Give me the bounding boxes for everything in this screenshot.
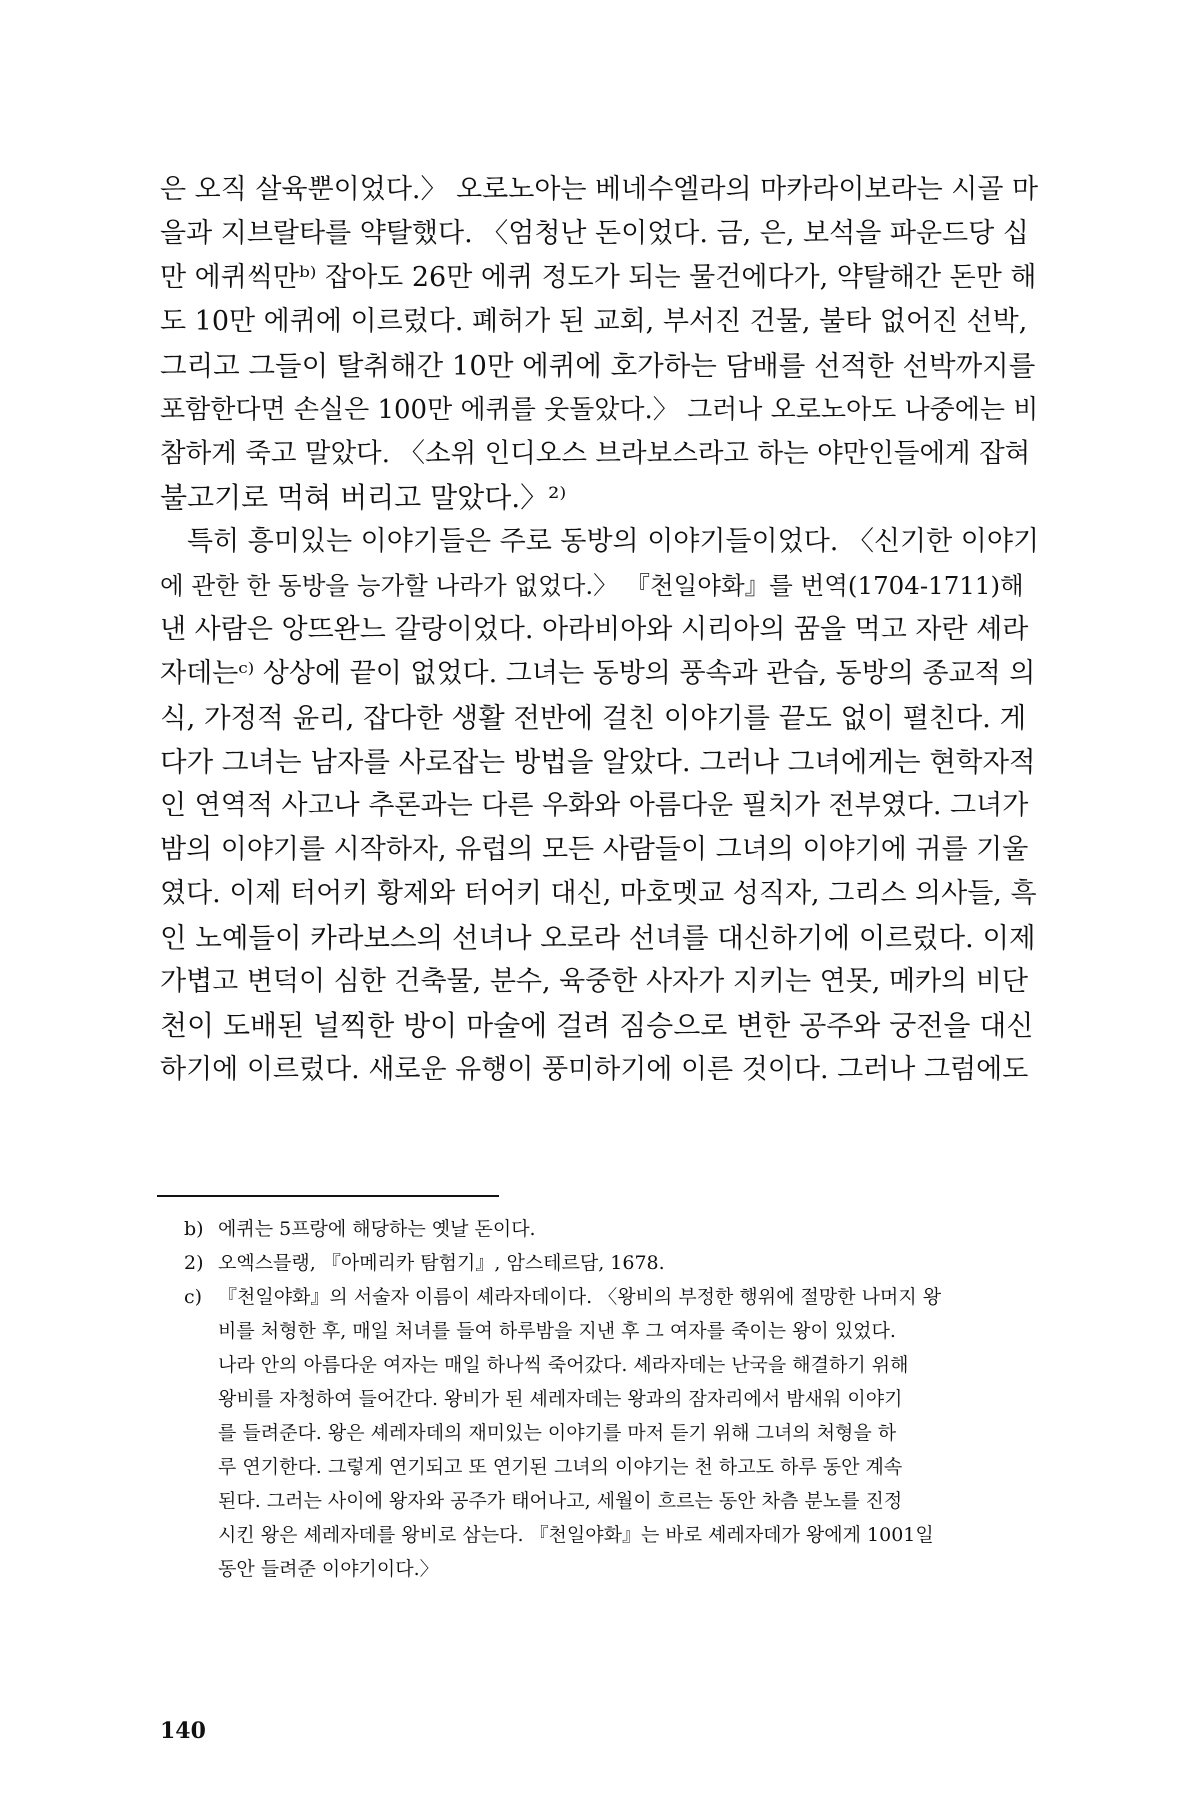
footnote-c (184, 1280, 1064, 1586)
footnote-line: 왕비를 자청하여 들어간다. 왕비가 된 셰레자데는 왕과의 잠자리에서 밤새워 이야기 (218, 1388, 903, 1410)
body-line: 은 오직 살육뿐이었다.〉 오로노아는 베네수엘라의 마카라이보라는 시골 마 (160, 174, 1039, 205)
footnote-line: 동안 들려준 이야기이다.〉 (218, 1558, 439, 1580)
body-line: 낸 사람은 앙뜨완느 갈랑이었다. 아라비아와 시리아의 꿈을 먹고 자란 셰라 (160, 614, 1029, 645)
body-line: 가볍고 변덕이 심한 건축물, 분수, 육중한 사자가 지키는 연못, 메카의 비단 (160, 966, 1028, 997)
footnotes (184, 1212, 1064, 1586)
body-line: 도 10만 에퀴에 이르렀다. 폐허가 된 교회, 부서진 건물, 불타 없어진 선박, (160, 306, 1028, 337)
body-line: 인 노예들이 카라보스의 선녀나 오로라 선녀를 대신하기에 이르렀다. 이제 (160, 922, 1036, 954)
body-line: 하기에 이르렀다. 새로운 유행이 풍미하기에 이른 것이다. 그러나 그럼에도 (160, 1054, 1029, 1085)
footnote-line: 비를 처형한 후, 매일 처녀를 들여 하루밤을 지낸 후 그 여자를 죽이는 왕이 있었다. (218, 1320, 896, 1342)
footnote-marker: c) (184, 1286, 203, 1308)
body-line: 그리고 그들이 탈취해간 10만 에퀴에 호가하는 담배를 선적한 선박까지를 (160, 350, 1036, 382)
footnote-line: 된다. 그러는 사이에 왕자와 공주가 태어나고, 세월이 흐르는 동안 차츰 분노를 진정 (218, 1490, 903, 1512)
body-line: 다가 그녀는 남자를 사로잡는 방법을 알았다. 그러나 그녀에게는 현학자적 (160, 746, 1036, 778)
footnote-body (218, 1246, 665, 1280)
body-line: 자데는ᶜ⁾ 상상에 끝이 없었다. 그녀는 동방의 풍속과 관습, 동방의 종교적 의 (160, 658, 1036, 689)
body-line: 참하게 죽고 말았다. 〈소위 인디오스 브라보스라고 하는 야만인들에게 잡혀 (160, 438, 1031, 469)
footnote-line: 시킨 왕은 셰레자데를 왕비로 삼는다. 『천일야화』는 바로 셰레자데가 왕에게 1001일 (218, 1524, 934, 1546)
footnote-body (218, 1280, 941, 1586)
body-line: 였다. 이제 터어키 황제와 터어키 대신, 마호멧교 성직자, 그리스 의사들, 흑 (160, 878, 1037, 909)
body-line: 만 에퀴씩만ᵇ⁾ 잡아도 26만 에퀴 정도가 되는 물건에다가, 약탈해간 돈만 해 (160, 262, 1037, 293)
body-text (160, 168, 1040, 1092)
footnote-line: 오엑스믈랭, 『아메리카 탐험기』, 암스테르담, 1678. (218, 1252, 665, 1274)
body-line: 포함한다면 손실은 100만 에퀴를 웃돌았다.〉 그러나 오로노아도 나중에는 비 (160, 395, 1039, 425)
footnote-b (184, 1212, 1064, 1246)
body-line: 특히 흥미있는 이야기들은 주로 동방의 이야기들이었다. 〈신기한 이야기 (160, 526, 1040, 557)
body-line: 불고기로 먹혀 버리고 말았다.〉²⁾ (160, 481, 567, 514)
footnote-2 (184, 1246, 1064, 1280)
body-line: 에 관한 한 동방을 능가할 나라가 없었다.〉 『천일야화』를 번역(1704-1711)해 (160, 571, 1024, 600)
footnote-body (218, 1212, 536, 1246)
body-line: 을과 지브랄타를 약탈했다. 〈엄청난 돈이었다. 금, 은, 보석을 파운드당 십 (160, 218, 1029, 249)
footnote-divider (157, 1195, 499, 1197)
body-line: 천이 도배된 널찍한 방이 마술에 걸려 짐승으로 변한 공주와 궁전을 대신 (160, 1009, 1034, 1042)
footnote-marker: b) (184, 1218, 204, 1240)
body-line: 밤의 이야기를 시작하자, 유럽의 모든 사람들이 그녀의 이야기에 귀를 기울 (160, 834, 1029, 865)
footnote-line: 루 연기한다. 그렇게 연기되고 또 연기된 그녀의 이야기는 천 하고도 하루 동안 계속 (218, 1456, 903, 1478)
footnote-marker: 2) (184, 1252, 204, 1274)
footnote-line: 에퀴는 5프랑에 해당하는 옛날 돈이다. (218, 1218, 536, 1240)
footnote-line: 를 들려준다. 왕은 셰레자데의 재미있는 이야기를 마저 듣기 위해 그녀의 처형을 하 (218, 1422, 897, 1444)
page-number: 140 (160, 1718, 206, 1744)
body-line: 인 연역적 사고나 추론과는 다른 우화와 아름다운 필치가 전부였다. 그녀가 (160, 790, 1029, 821)
body-line: 식, 가정적 윤리, 잡다한 생활 전반에 걸친 이야기를 끝도 없이 펼친다. 게 (160, 702, 1027, 734)
footnote-line: 『천일야화』의 서술자 이름이 셰라자데이다. 〈왕비의 부정한 행위에 절망한 나머지 왕 (218, 1286, 942, 1308)
footnote-line: 나라 안의 아름다운 여자는 매일 하나씩 죽어갔다. 셰라자데는 난국을 해결하기 위해 (218, 1354, 909, 1376)
